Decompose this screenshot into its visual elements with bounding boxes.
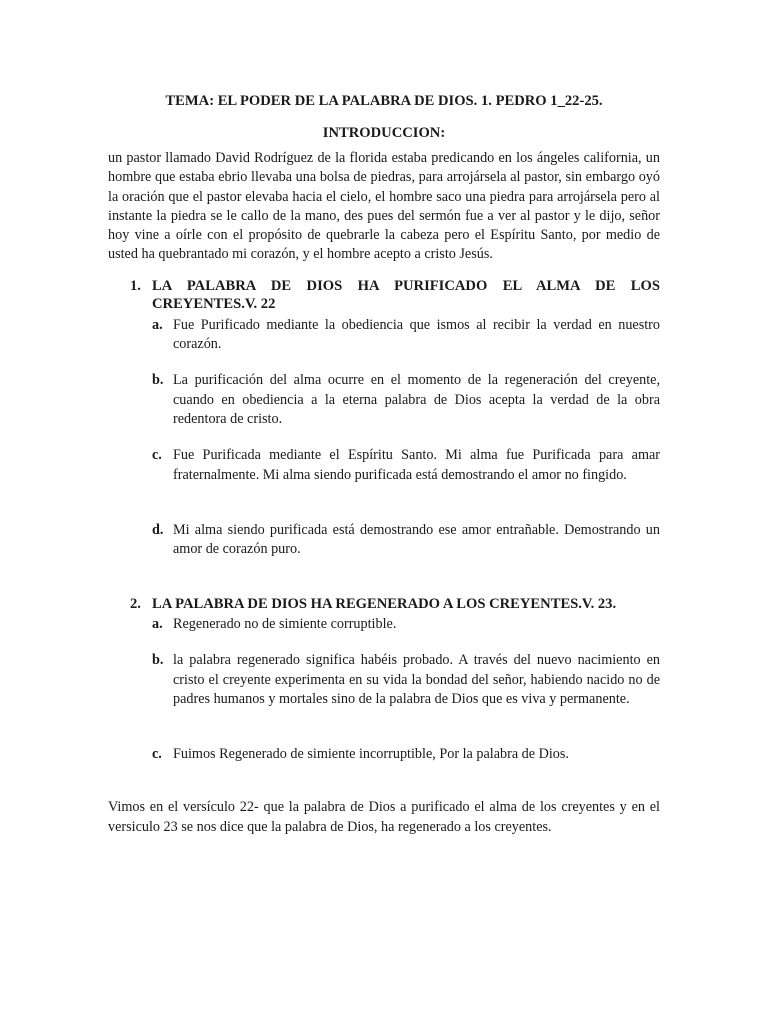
list-item [152, 615, 660, 634]
list-item [152, 521, 660, 560]
item-text: Fue Purificado mediante la obediencia que ismos al recibir la verdad en nuestro corazón. [173, 316, 660, 353]
list-item [152, 745, 660, 764]
list-item [152, 446, 660, 485]
section-number: 1. [130, 277, 141, 294]
section-title: LA PALABRA DE DIOS HA REGENERADO A LOS CREYENTES.V. 23. [152, 596, 617, 613]
list-item [152, 651, 660, 709]
section-1 [108, 277, 660, 560]
item-text: Fue Purificada mediante el Espíritu Santo. Mi alma fue Purificada para amar fraternalmente. Mi alma siendo purificada está demostrando el amor no fingido. [173, 447, 660, 483]
item-letter: a. [152, 615, 163, 632]
item-letter: a. [152, 316, 163, 333]
section-number: 2. [130, 596, 141, 613]
item-letter: c. [152, 447, 162, 464]
item-text: Fuimos Regenerado de simiente incorruptible, Por la palabra de Dios. [173, 746, 569, 763]
section-1-heading [108, 277, 660, 314]
intro-paragraph: un pastor llamado David Rodríguez de la florida estaba predicando en los ángeles california, un hombre que estaba ebrio llevaba una bolsa de piedras, para arrojársela al pastor, sin embargo oyó la oración que el pastor elevaba hacia el cielo, el hombre saco una piedra para arrojársela pero al instante la piedra se le callo de la mano, des pues del sermón fue a ver al pastor y le dijo, señor hoy vine a oírle con el propósito de quebrarle la cabeza pero el Espíritu Santo, por medio de usted ha quebrantado mi corazón, y el hombre acepto a cristo Jesús. [108, 150, 660, 263]
item-text: Mi alma siendo purificada está demostrando ese amor entrañable. Demostrando un amor de corazón puro. [173, 521, 660, 558]
section-title: LA PALABRA DE DIOS HA PURIFICADO EL ALMA DE LOS CREYENTES.V. 22 [152, 277, 660, 313]
item-letter: d. [152, 521, 164, 538]
item-letter: b. [152, 372, 164, 389]
item-text: La purificación del alma ocurre en el momento de la regeneración del creyente, cuando en obediencia a la eterna palabra de Dios acepta la verdad de la obra redentora de cristo. [173, 372, 660, 427]
item-letter: c. [152, 746, 162, 763]
document-title: TEMA: EL PODER DE LA PALABRA DE DIOS. 1. PEDRO 1_22-25. [165, 93, 603, 109]
section-2 [108, 595, 660, 764]
list-item [152, 316, 660, 355]
section-2-heading [108, 595, 660, 614]
intro-heading: INTRODUCCION: [322, 125, 446, 141]
conclusion-paragraph: Vimos en el versículo 22- que la palabra de Dios a purificado el alma de los creyentes y en el versiculo 23 se nos dice que la palabra de Dios, ha regenerado a los creyentes. [108, 799, 660, 835]
item-text: la palabra regenerado significa habéis probado. A través del nuevo nacimiento en cristo el creyente experimenta en su vida la bondad del señor, habiendo nacido no de padres humanos y mortales sino de la palabra de Dios que es viva y permanente. [173, 652, 660, 707]
list-item [152, 371, 660, 429]
item-text: Regenerado no de simiente corruptible. [173, 615, 397, 632]
item-letter: b. [152, 652, 164, 669]
